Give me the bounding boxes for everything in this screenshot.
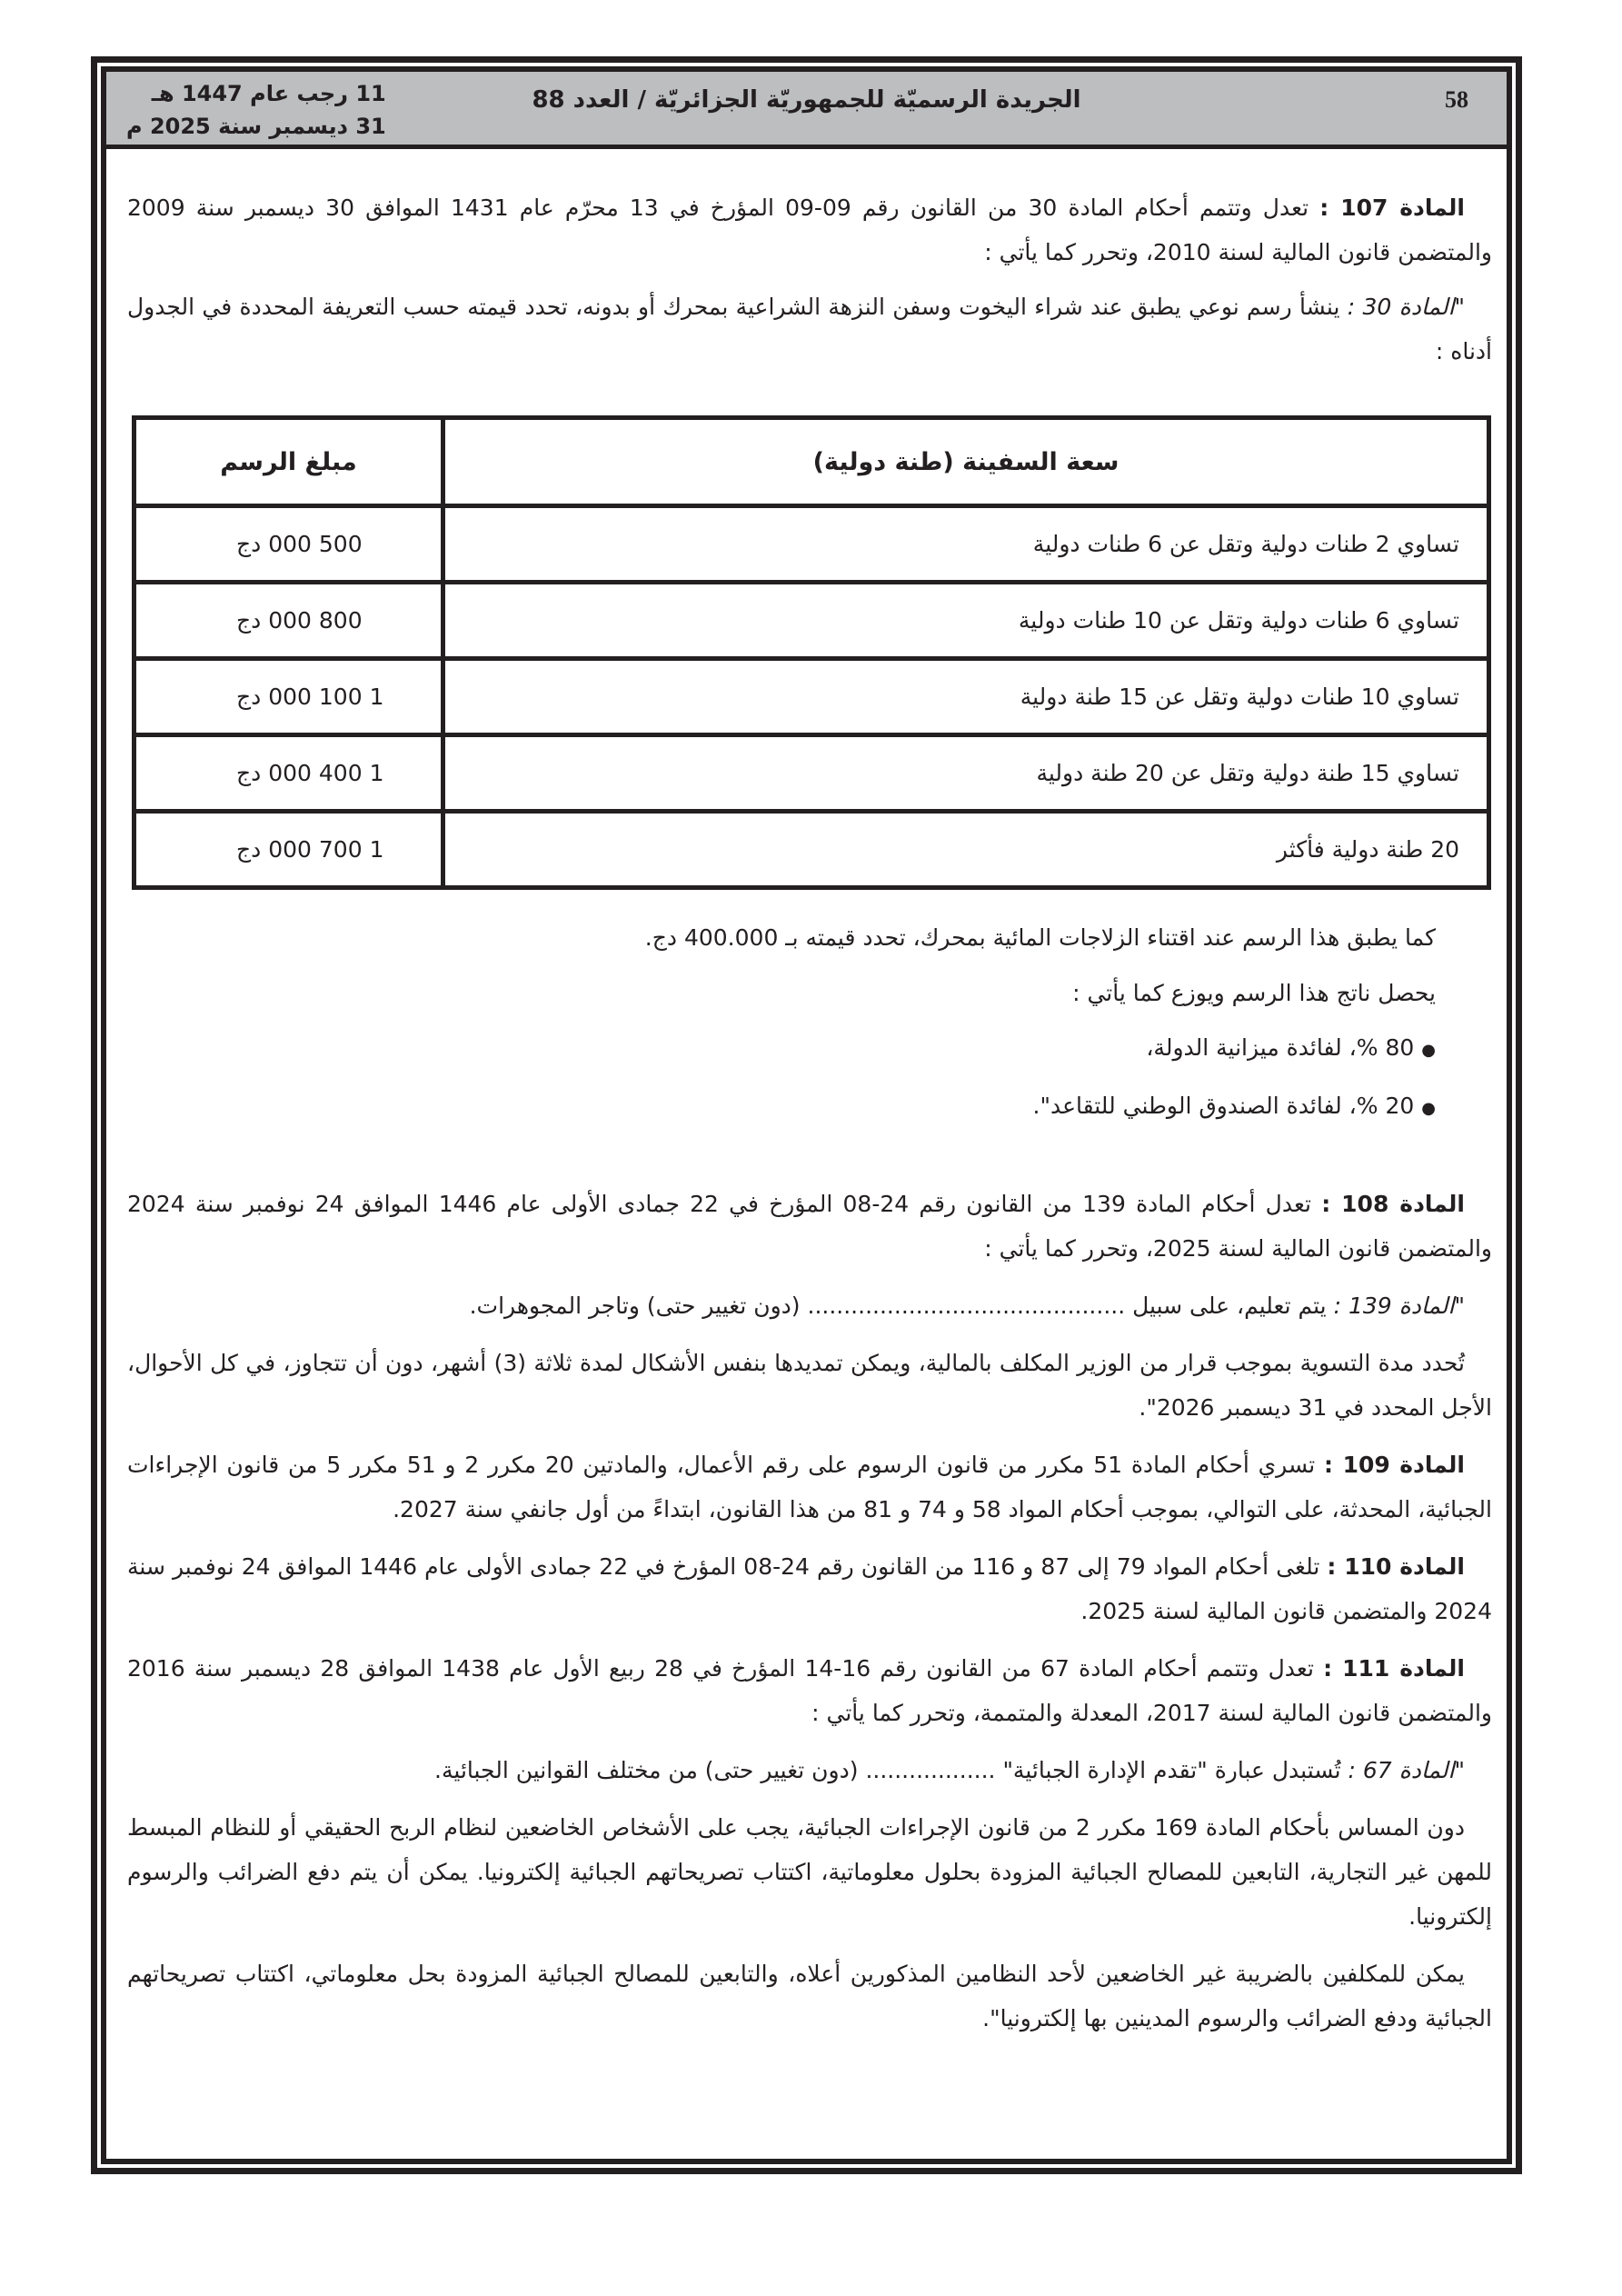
article-label: المادة 107 : (1319, 195, 1465, 221)
page-header (106, 72, 1507, 149)
article-text: تلغى أحكام المواد 79 إلى 87 و 116 من القانون رقم 24-08 المؤرخ في 22 جمادى الأولى عام 1446 الموافق 24 نوفمبر سنة 2024 والمتضمن قانون المالية لسنة 2025. (127, 1553, 1492, 1624)
article-110 (127, 1544, 1492, 1633)
article-107 (127, 186, 1492, 275)
quote-text: يتم تعليم، على سبيل ............................................ (دون تغيير حتى) وتاجر المجوهرات. (469, 1293, 1327, 1319)
bullet-text: 80 %، لفائدة ميزانية الدولة، (1146, 1034, 1415, 1061)
article-text: تعدل أحكام المادة 139 من القانون رقم 24-08 المؤرخ في 22 جمادى الأولى عام 1446 الموافق 24 نوفمبر سنة 2024 والمتضمن قانون المالية لسنة 2025، وتحرر كما يأتي : (127, 1191, 1492, 1262)
table-row (134, 659, 1489, 735)
article-label: المادة 108 : (1321, 1191, 1466, 1217)
date-gregorian: 31 ديسمبر سنة 2025 م (126, 114, 386, 139)
table-row (134, 735, 1489, 812)
page-number: 58 (1445, 86, 1468, 113)
capacity-cell: تساوي 2 طنات دولية وتقل عن 6 طنات دولية (443, 506, 1489, 583)
issue-date (126, 77, 386, 143)
bullet-text: 20 %، لفائدة الصندوق الوطني للتقاعد". (1032, 1092, 1415, 1119)
capacity-cell: تساوي 10 طنات دولية وتقل عن 15 طنة دولية (443, 659, 1489, 735)
table-header-row (134, 418, 1489, 506)
column-header-amount: مبلغ الرسم (134, 418, 443, 506)
after-table-section (127, 916, 1463, 1142)
quote-label: "المادة 67 : (1348, 1757, 1465, 1783)
bullet-item (127, 1084, 1463, 1132)
article-111-para2: دون المساس بأحكام المادة 169 مكرر 2 من قانون الإجراءات الجبائية، يجب على الأشخاص الخاضعين لنظام الربح الحقيقي أو للنظام المبسط للمهن غير التجارية، التابعين للمصالح الجبائية المزودة بحلول معلوماتية، اكتتاب تصريحاتهم الجبائية إلكترونيا. يمكن أن يتم دفع الضرائب والرسوم إلكترونيا. (127, 1814, 1492, 1930)
capacity-cell: تساوي 6 طنات دولية وتقل عن 10 طنات دولية (443, 583, 1489, 659)
article-111 (127, 1646, 1492, 1735)
gazette-title: الجريدة الرسميّة للجمهوريّة الجزائريّة / العدد 88 (532, 86, 1081, 114)
article-107-quote (127, 285, 1492, 374)
distribution-intro: يحصل ناتج هذا الرسم ويوزع كما يأتي : (1072, 979, 1436, 1006)
article-text: تسري أحكام المادة 51 مكرر من قانون الرسوم على رقم الأعمال، والمادتين 20 مكرر 2 و 51 مكرر 5 من قانون الإجراءات الجبائية، المحدثة، على التوالي، بموجب أحكام المواد 58 و 74 و 81 من هذا القانون، ابتداءً من أول جانفي سنة 2027. (127, 1452, 1492, 1522)
articles-108-111 (127, 1182, 1492, 2053)
article-107-section (127, 186, 1492, 384)
capacity-cell: تساوي 15 طنة دولية وتقل عن 20 طنة دولية (443, 735, 1489, 812)
article-label: المادة 110 : (1327, 1553, 1465, 1580)
quote-label: "المادة 30 : (1347, 294, 1466, 320)
article-text: تعدل وتتمم أحكام المادة 67 من القانون رقم 16-14 المؤرخ في 28 ربيع الأول عام 1438 الموافق 28 ديسمبر سنة 2016 والمتضمن قانون المالية لسنة 2017، المعدلة والمتممة، وتحرر كما يأتي : (127, 1655, 1492, 1726)
article-text: تعدل وتتمم أحكام المادة 30 من القانون رقم 09-09 المؤرخ في 13 محرّم عام 1431 الموافق 30 ديسمبر سنة 2009 والمتضمن قانون المالية لسنة 2010، وتحرر كما يأتي : (127, 195, 1492, 265)
capacity-cell: 20 طنة دولية فأكثر (443, 812, 1489, 888)
amount-cell: 800 000 دج (134, 583, 443, 659)
bullet-item (127, 1026, 1463, 1073)
article-109 (127, 1442, 1492, 1532)
article-label: المادة 111 : (1323, 1655, 1465, 1682)
amount-cell: 1 400 000 دج (134, 735, 443, 812)
article-108-quote (127, 1283, 1492, 1328)
amount-cell: 500 000 دج (134, 506, 443, 583)
table-row (134, 583, 1489, 659)
article-111-para3: يمكن للمكلفين بالضريبة غير الخاضعين لأحد النظامين المذكورين أعلاه، والتابعين للمصالح الجبائية المزودة بحل معلوماتي، اكتتاب تصريحاتهم الجبائية ودفع الضرائب والرسوم المدينين بها إلكترونيا". (127, 1961, 1492, 2031)
quote-label: "المادة 139 : (1333, 1293, 1465, 1319)
article-label: المادة 109 : (1324, 1452, 1465, 1478)
article-108-para2: تُحدد مدة التسوية بموجب قرار من الوزير المكلف بالمالية، ويمكن تمديدها بنفس الأشكال لمدة ثلاثة (3) أشهر، دون أن تتجاوز، في كل الأحوال، الأجل المحدد في 31 ديسمبر 2026". (127, 1350, 1492, 1421)
article-111-quote (127, 1748, 1492, 1792)
jetski-paragraph: كما يطبق هذا الرسم عند اقتناء الزلاجات المائية بمحرك، تحدد قيمته بـ 400.000 دج. (644, 924, 1436, 951)
column-header-capacity: سعة السفينة (طنة دولية) (443, 418, 1489, 506)
quote-text: ينشأ رسم نوعي يطبق عند شراء اليخوت وسفن النزهة الشراعية بمحرك أو بدونه، تحدد قيمته حسب التعريفة المحددة في الجدول أدناه : (127, 294, 1492, 364)
amount-cell: 1 700 000 دج (134, 812, 443, 888)
fee-table (132, 415, 1491, 890)
article-108 (127, 1182, 1492, 1271)
date-hijri: 11 رجب عام 1447 هـ (151, 81, 386, 106)
amount-cell: 1 100 000 دج (134, 659, 443, 735)
quote-text: تُستبدل عبارة "تقدم الإدارة الجبائية" .................. (دون تغيير حتى) من مختلف القوانين الجبائية. (434, 1757, 1341, 1783)
table-row (134, 812, 1489, 888)
table-row (134, 506, 1489, 583)
